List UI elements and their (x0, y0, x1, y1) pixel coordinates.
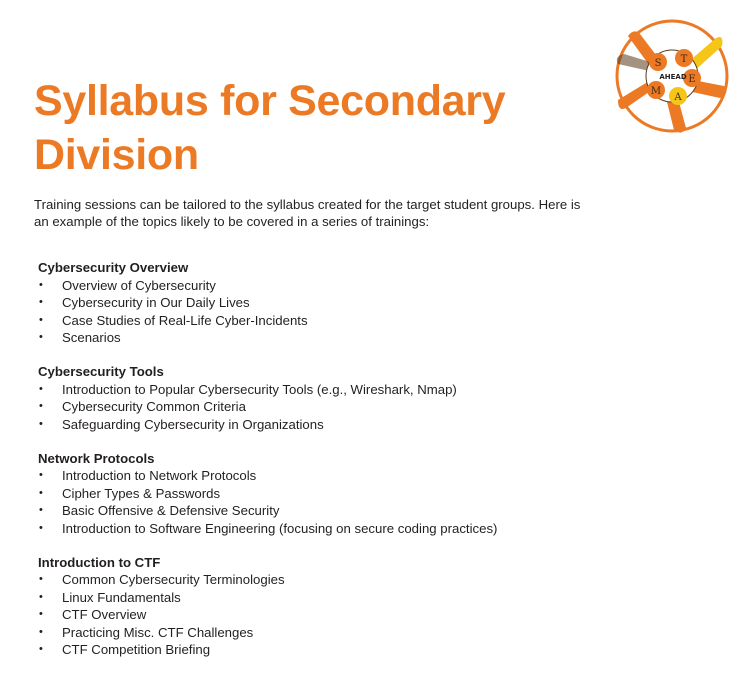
bullet-icon: • (39, 417, 43, 430)
bullet-icon: • (39, 625, 43, 638)
list-item-text: Basic Offensive & Defensive Security (62, 503, 280, 518)
logo-letter-a: A (674, 92, 682, 103)
list-item (38, 589, 558, 607)
topic-list (38, 381, 558, 434)
bullet-icon: • (39, 278, 43, 291)
bullet-icon: • (39, 400, 43, 412)
logo-letter-s: S (654, 58, 662, 69)
section-heading: Cybersecurity Tools (38, 364, 164, 379)
list-item (38, 277, 558, 295)
topic-list (38, 467, 558, 537)
bullet-icon: • (39, 296, 43, 308)
bullet-icon: • (39, 313, 43, 326)
bullet-icon: • (39, 521, 43, 534)
section-heading: Cybersecurity Overview (38, 260, 189, 275)
list-item (38, 294, 558, 312)
list-item-text: CTF Overview (62, 607, 147, 622)
list-item-text: Linux Fundamentals (62, 589, 181, 605)
syllabus-sections (38, 259, 558, 675)
syllabus-section (38, 259, 558, 347)
list-item (38, 571, 558, 589)
list-item (38, 381, 558, 399)
list-item-text: Introduction to Popular Cybersecurity Tools (e.g., Wireshark, Nmap) (62, 381, 457, 397)
topic-list (38, 571, 558, 659)
list-item (38, 520, 558, 538)
list-item (38, 398, 558, 416)
list-item (38, 624, 558, 642)
bullet-icon: • (39, 590, 43, 603)
list-item-text: Common Cybersecurity Terminologies (62, 572, 285, 587)
syllabus-section (38, 450, 558, 538)
list-item (38, 312, 558, 330)
intro-paragraph: Training sessions can be tailored to the syllabus created for the target student groups. Here is an example of the topics likely to be covered in a series of trainings: (34, 197, 581, 229)
bullet-icon: • (39, 486, 43, 499)
stem-ahead-logo-graphic (612, 16, 732, 136)
list-item-text: Safeguarding Cybersecurity in Organizations (62, 416, 324, 432)
list-item-text: Case Studies of Real-Life Cyber-Incidents (62, 312, 308, 328)
bullet-icon: • (39, 643, 43, 655)
logo-letter-e: E (688, 74, 696, 85)
topic-list (38, 277, 558, 347)
list-item (38, 485, 558, 503)
bullet-icon: • (39, 608, 43, 620)
syllabus-section (38, 554, 558, 659)
logo-letter-m: M (650, 86, 662, 97)
bullet-icon: • (39, 504, 43, 516)
bullet-icon: • (39, 331, 43, 343)
list-item (38, 641, 558, 659)
list-item-text: Introduction to Software Engineering (focusing on secure coding practices) (62, 520, 498, 536)
list-item-text: Scenarios (62, 330, 121, 345)
section-heading: Introduction to CTF (38, 554, 161, 570)
list-item-text: Introduction to Network Protocols (62, 468, 257, 483)
list-item (38, 467, 558, 485)
list-item (38, 416, 558, 434)
bullet-icon: • (39, 573, 43, 585)
list-item-text: CTF Competition Briefing (62, 642, 211, 657)
list-item (38, 329, 558, 347)
bullet-icon: • (39, 382, 43, 395)
logo-center-text: AHEAD (659, 73, 687, 81)
list-item-text: Practicing Misc. CTF Challenges (62, 624, 254, 640)
list-item (38, 502, 558, 520)
section-heading: Network Protocols (38, 450, 155, 466)
list-item-text: Cybersecurity in Our Daily Lives (62, 295, 250, 310)
logo-letter-t: T (680, 54, 688, 65)
list-item-text: Cybersecurity Common Criteria (62, 399, 246, 414)
list-item-text: Cipher Types & Passwords (62, 485, 221, 501)
list-item-text: Overview of Cybersecurity (62, 277, 216, 293)
bullet-icon: • (39, 469, 43, 481)
stem-ahead-logo (612, 16, 732, 136)
syllabus-section (38, 363, 558, 433)
page-title: Syllabus for Secondary Division (34, 77, 506, 179)
list-item (38, 606, 558, 624)
